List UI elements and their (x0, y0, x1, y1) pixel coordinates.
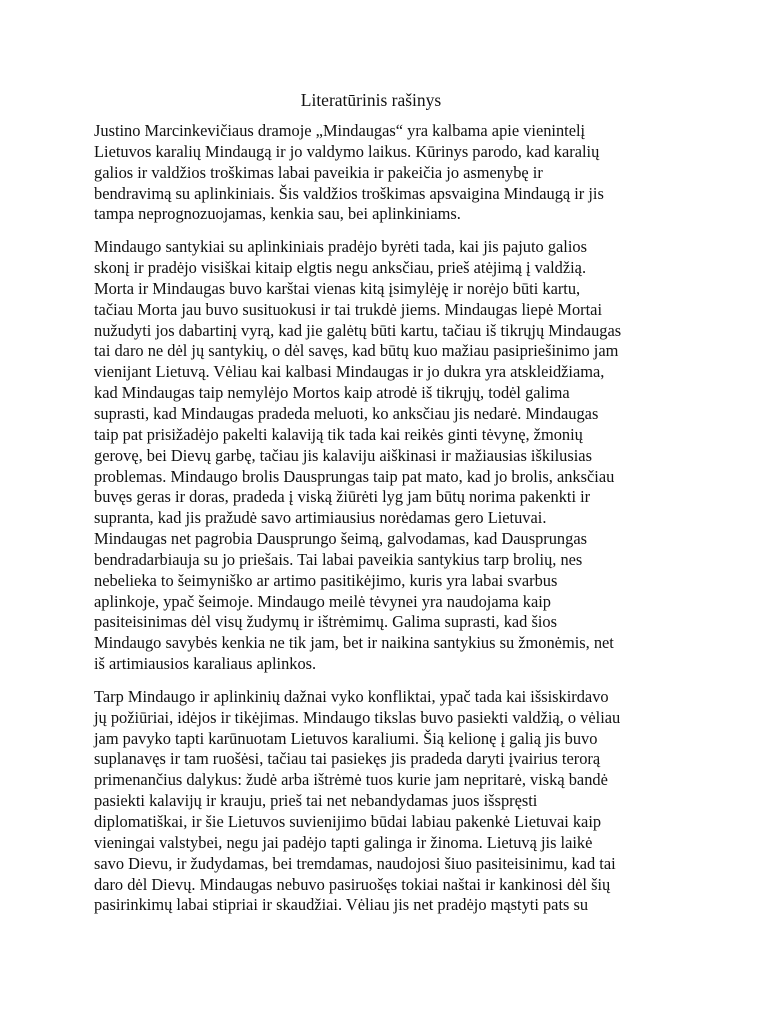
text-line: Lietuvos karalių Mindaugą ir jo valdymo laikus. Kūrinys parodo, kad karalių (94, 141, 600, 161)
text-line: kad Mindaugas taip nemylėjo Mortos kaip atrodė iš tikrųjų, todėl galima (94, 383, 570, 403)
text-line: galios ir valdžios troškimas labai paveikia ir pakeičia jo asmenybę ir (94, 162, 543, 182)
text-line: Mindaugas net pagrobia Dausprungo šeimą, galvodamas, kad Dausprungas (94, 529, 587, 549)
document-title: Literatūrinis rašinys (300, 90, 442, 110)
text-line: buvęs geras ir doras, pradeda į viską žiūrėti lyg jam būtų norima pakenkti ir (94, 487, 591, 507)
text-line: tai daro ne dėl jų santykių, o dėl savęs, kad būtų kuo mažiau pasipriešinimo jam (94, 341, 619, 361)
text-line: pasiteisinimas dėl visų žudymų ir ištrėmimų. Galima suprasti, kad šios (94, 612, 557, 632)
text-line: savo Dievu, ir žudydamas, bei tremdamas, naudojosi šiuo pasiteisinimu, kad tai (94, 853, 616, 873)
text-line: tampa neprognozuojamas, kenkia sau, bei aplinkiniams. (94, 204, 461, 224)
text-line: bendravimą su aplinkiniais. Šis valdžios troškimas apsvaigina Mindaugą ir jis (94, 183, 604, 203)
text-line: supranta, kad jis pražudė savo artimiausius norėdamas gero Lietuvai. (94, 508, 547, 528)
text-line: skonį ir pradėjo visiškai kitaip elgtis negu anksčiau, prieš atėjimą į valdžią. (94, 258, 587, 278)
text-line: daro dėl Dievų. Mindaugas nebuvo pasiruošęs tokiai naštai ir kankinosi dėl šių (94, 874, 611, 894)
text-line: Morta ir Mindaugas buvo karštai vienas kitą įsimylėję ir norėjo būti kartu, (94, 278, 581, 298)
text-line: Tarp Mindaugo ir aplinkinių dažnai vyko konfliktai, ypač tada kai išsiskirdavo (94, 686, 609, 706)
text-line: Mindaugo savybės kenkia ne tik jam, bet ir naikina santykius su žmonėmis, net (94, 633, 614, 653)
text-line: vienijant Lietuvą. Vėliau kai kalbasi Mindaugas ir jo dukra yra atskleidžiama, (94, 362, 605, 382)
text-line: jų požiūriai, idėjos ir tikėjimas. Mindaugo tikslas buvo pasiekti valdžią, o vėliau (94, 707, 621, 727)
document-body (94, 121, 694, 928)
text-line: pasirinkimų labai stipriai ir skaudžiai. Vėliau jis net pradėjo mąstyti pats su (94, 895, 589, 915)
text-line: problemas. Mindaugo brolis Dausprungas taip pat mato, kad jo brolis, anksčiau (94, 466, 615, 486)
text-line: taip pat prisižadėjo pakelti kalaviją tik tada kai reikės ginti tėvynę, žmonių (94, 424, 583, 444)
text-line: tačiau Morta jau buvo susituokusi ir tai trukdė jiems. Mindaugas liepė Mortai (94, 299, 603, 319)
text-line: suprasti, kad Mindaugas pradeda meluoti, ko anksčiau jis nedarė. Mindaugas (94, 403, 599, 423)
text-line: Mindaugo santykiai su aplinkiniais pradėjo byrėti tada, kai jis pajuto galios (94, 237, 587, 257)
text-line: gerovę, bei Dievų garbę, tačiau jis kalaviju aiškinasi ir mažiausias iškilusias (94, 445, 592, 465)
paragraph-2 (94, 237, 694, 675)
text-line: bendradarbiauja su jo priešais. Tai labai paveikia santykius tarp brolių, nes (94, 549, 583, 569)
text-line: diplomatiškai, ir šie Lietuvos suvienijimo būdai labiau pakenkė Lietuvai kaip (94, 812, 602, 831)
text-line: aplinkoje, ypač šeimoje. Mindaugo meilė tėvynei yra naudojama kaip (94, 591, 551, 611)
text-line: Justino Marcinkevičiaus dramoje „Mindaugas“ yra kalbama apie vienintelį (94, 121, 586, 140)
text-line: pasiekti kalavijų ir krauju, prieš tai net nebandydamas juos išspręsti (94, 791, 538, 811)
paragraph-1 (94, 121, 694, 225)
text-line: jam pavyko tapti karūnuotam Lietuvos karaliumi. Šią kelionę į galią jis buvo (94, 728, 598, 748)
text-line: suplanavęs ir tam ruošėsi, tačiau tai pasiekęs jis pradeda daryti įvairius terorą (94, 749, 601, 769)
paragraph-3 (94, 687, 694, 916)
text-line: nužudyti jos dabartinį vyrą, kad jie galėtų būti kartu, tačiau iš tikrųjų Mindaugas (94, 320, 622, 340)
text-line: primenančius dalykus: žudė arba ištrėmė tuos kurie jam nepritarė, viską bandė (94, 770, 608, 790)
text-line: iš artimiausios karaliaus aplinkos. (94, 654, 317, 674)
text-line: vieningai valstybei, negu jai padėjo tapti galinga ir žinoma. Lietuvą jis laikė (94, 832, 593, 852)
text-line: nebelieka to šeimyniško ar artimo pasitikėjimo, kuris yra labai svarbus (94, 570, 558, 590)
